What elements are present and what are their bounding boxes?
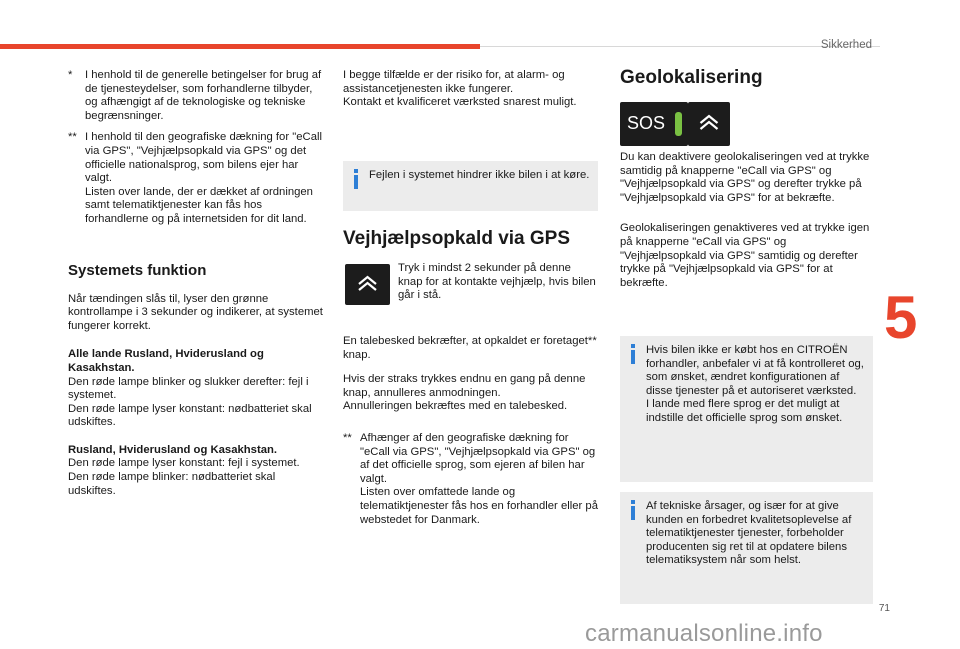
paragraph: Den røde lampe blinker og slukker derefter: fejl i systemet. Den røde lampe lyser konstant: nødbatteriet skal udskiftes. [68, 375, 312, 429]
ecall-sos-button[interactable] [620, 102, 688, 146]
section-title: Sikkerhed [820, 39, 872, 51]
footnote-mark: ** [68, 131, 77, 144]
info-icon [628, 344, 639, 364]
column-2-top [343, 69, 598, 110]
footnote-text: I henhold til den geografiske dækning for "eCall via GPS", "Vejhjælpsopkald via GPS" og det officielle nationalsprog, som bilens ejer har valgt. Listen over lande, der er dækket af ordningen samt telematiktjenester kan fås hos forhandlerne og på internetsiden for dit land. [85, 131, 322, 225]
info-icon [351, 169, 362, 189]
geolocation-heading: Geolokalisering [620, 67, 763, 88]
chapter-number: 5 [884, 284, 918, 351]
paragraph-title: Rusland, Hviderusland og Kasakhstan. [68, 443, 278, 456]
footnote-mark: * [68, 69, 73, 81]
roadside-assistance-heading: Vejhjælpsopkald via GPS [343, 228, 571, 249]
info-box [343, 161, 598, 211]
info-box [620, 336, 873, 482]
column-3-text [620, 151, 875, 290]
assistance-button[interactable] [688, 102, 730, 146]
footnote-mark: ** [343, 431, 352, 444]
paragraph: I begge tilfælde er der risiko for, at alarm- og assistancetjenesten ikke fungerer. Kontakt et kvalificeret værksted snarest muligt. [343, 69, 577, 109]
info-icon [628, 500, 639, 520]
info-text: Fejlen i systemet hindrer ikke bilen i at køre. [369, 169, 590, 181]
double-chevron-icon [345, 264, 390, 305]
column-1 [68, 69, 323, 498]
info-text: Hvis bilen ikke er købt hos en CITROËN forhandler, anbefaler vi at få kontrolleret og, som ønsket, ændret konfigurationen af disse tjenester på et autoriseret værksted. I lande med flere sprog er det muligt at indstille det officielle sprog som ønsket. [646, 344, 864, 424]
column-2-bottom [343, 335, 598, 527]
paragraph: Du kan deaktivere geolokaliseringen ved at trykke samtidig på knapperne "eCall via GPS" og "Vejhjælpsopkald via GPS" og derefter trykke på "Vejhjælpsopkald via GPS" for at bekræfte. [620, 151, 870, 204]
footnote-text: I henhold til de generelle betingelser for brug af de tjenesteydelser, som forhandlerne tilbyder, og afhængigt af de teknologiske og tekniske begrænsninger. [85, 69, 322, 122]
status-led [675, 112, 682, 136]
watermark: carmanualsonline.info [585, 620, 823, 647]
sos-label: SOS [627, 113, 666, 133]
footnote-1 [68, 69, 323, 123]
footnote-2 [68, 131, 323, 226]
paragraph: Når tændingen slås til, lyser den grønne kontrollampe i 3 sekunder og indikerer, at systemet fungerer korrekt. [68, 292, 323, 332]
paragraph-title: Alle lande Rusland, Hviderusland og Kasakhstan. [68, 348, 264, 374]
info-text: Af tekniske årsager, og især for at give kunden en forbedret kvalitetsoplevelse af telematiktjenester tjenester, forbeholder producenten sig ret til at opdatere bilens telematiksystem når som helst. [646, 500, 852, 567]
footnote-text: Afhænger af den geografiske dækning for "eCall via GPS", "Vejhjælpsopkald via GPS" og af det officielle sprog, som ejeren af bilen har valgt. Listen over omfattede lande og telematiktjenester fås hos en forhandler eller på webstedet for Danmark. [360, 431, 598, 526]
paragraph: En talebesked bekræfter, at opkaldet er foretaget** knap. [343, 335, 597, 361]
paragraph: Den røde lampe lyser konstant: fejl i systemet. Den røde lampe blinker: nødbatteriet skal udskiftes. [68, 457, 300, 497]
page-number: 71 [878, 603, 890, 614]
systems-function-heading: Systemets funktion [68, 261, 207, 279]
paragraph: Geolokaliseringen genaktiveres ved at trykke igen på knapperne "eCall via GPS" og "Vejhjælpsopkald via GPS" samtidig og derefter trykke på "Vejhjælpsopkald via GPS" for at bekræfte. [620, 222, 870, 289]
footnote-3 [343, 432, 598, 527]
assistance-button[interactable] [345, 264, 390, 305]
header-accent-bar [0, 44, 480, 49]
paragraph: Tryk i mindst 2 sekunder på denne knap for at kontakte vejhjælp, hvis bilen går i stå. [398, 262, 596, 302]
button-description [398, 262, 598, 303]
double-chevron-icon [688, 102, 730, 146]
info-box [620, 492, 873, 604]
paragraph: Hvis der straks trykkes endnu en gang på denne knap, annulleres anmodningen. Annulleringen bekræftes med en talebesked. [343, 373, 586, 413]
